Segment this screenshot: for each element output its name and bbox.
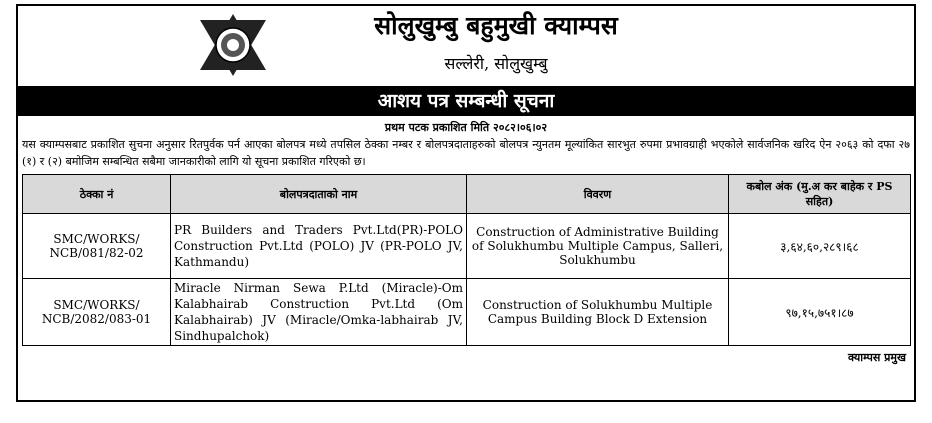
notice-frame [16, 4, 916, 402]
header-contract-no: ठेक्का नं [23, 175, 171, 214]
published-date: प्रथम पटक प्रकाशित मिति २०८२।०६।०२ [384, 121, 548, 134]
bid-amount: ९७,१५,७५१।८७ [729, 279, 911, 346]
table-row [23, 279, 911, 346]
header-bidder: बोलपत्रदाताको नाम [171, 175, 467, 214]
bid-amount: ३,६४,६०,२८९।६८ [729, 214, 911, 279]
bidder-name: Miracle Nirman Sewa P.Ltd (Miracle)-Om Kalabhairab Construction Pvt.Ltd (Om Kalabhairab) JV (Miracle/Omka-labhairab JV, Sindhupalchok) [171, 279, 467, 346]
header-amount: कबोल अंक (मु.अ कर बाहेक र PS सहित) [729, 175, 911, 214]
campus-name: सोलुखुम्बु बहुमुखी क्याम्पस [374, 11, 618, 40]
header-description: विवरण [467, 175, 729, 214]
bid-table [22, 174, 911, 346]
table-header-row [23, 175, 911, 214]
bidder-name: PR Builders and Traders Pvt.Ltd(PR)-POLO Construction Pvt.Ltd (POLO) JV (PR-POLO JV, Kathmandu) [171, 214, 467, 279]
signatory-title: क्याम्पस प्रमुख [848, 351, 906, 364]
table-row [23, 214, 911, 279]
notice-banner: आशय पत्र सम्बन्धी सूचना [18, 86, 914, 116]
work-description: Construction of Solukhumbu Multiple Campus Building Block D Extension [467, 279, 729, 346]
contract-no: SMC/WORKS/ NCB/081/82-02 [23, 214, 171, 279]
notice-header [18, 6, 914, 86]
contract-no: SMC/WORKS/ NCB/2082/083-01 [23, 279, 171, 346]
notice-body: यस क्याम्पसबाट प्रकाशित सुचना अनुसार रितपुर्वक पर्न आएका बोलपत्र मध्ये तपसिल ठेक्का नम्बर र बोलपत्रदाताहरुको बोलपत्र न्युनतम मूल्यांकित सारभुत रुपमा प्रभावग्राही भएकोले सार्वजनिक खरिद ऐन २०६३ को दफा २७ (१) र (२) बमोजिम सम्बन्धित सबैमा जानकारीको लागि यो सूचना प्रकाशित गरिएको छ। [22, 138, 910, 168]
work-description: Construction of Administrative Building of Solukhumbu Multiple Campus, Salleri, Solukhumbu [467, 214, 729, 279]
campus-location: सल्लेरी, सोलुखुम्बु [444, 54, 548, 73]
